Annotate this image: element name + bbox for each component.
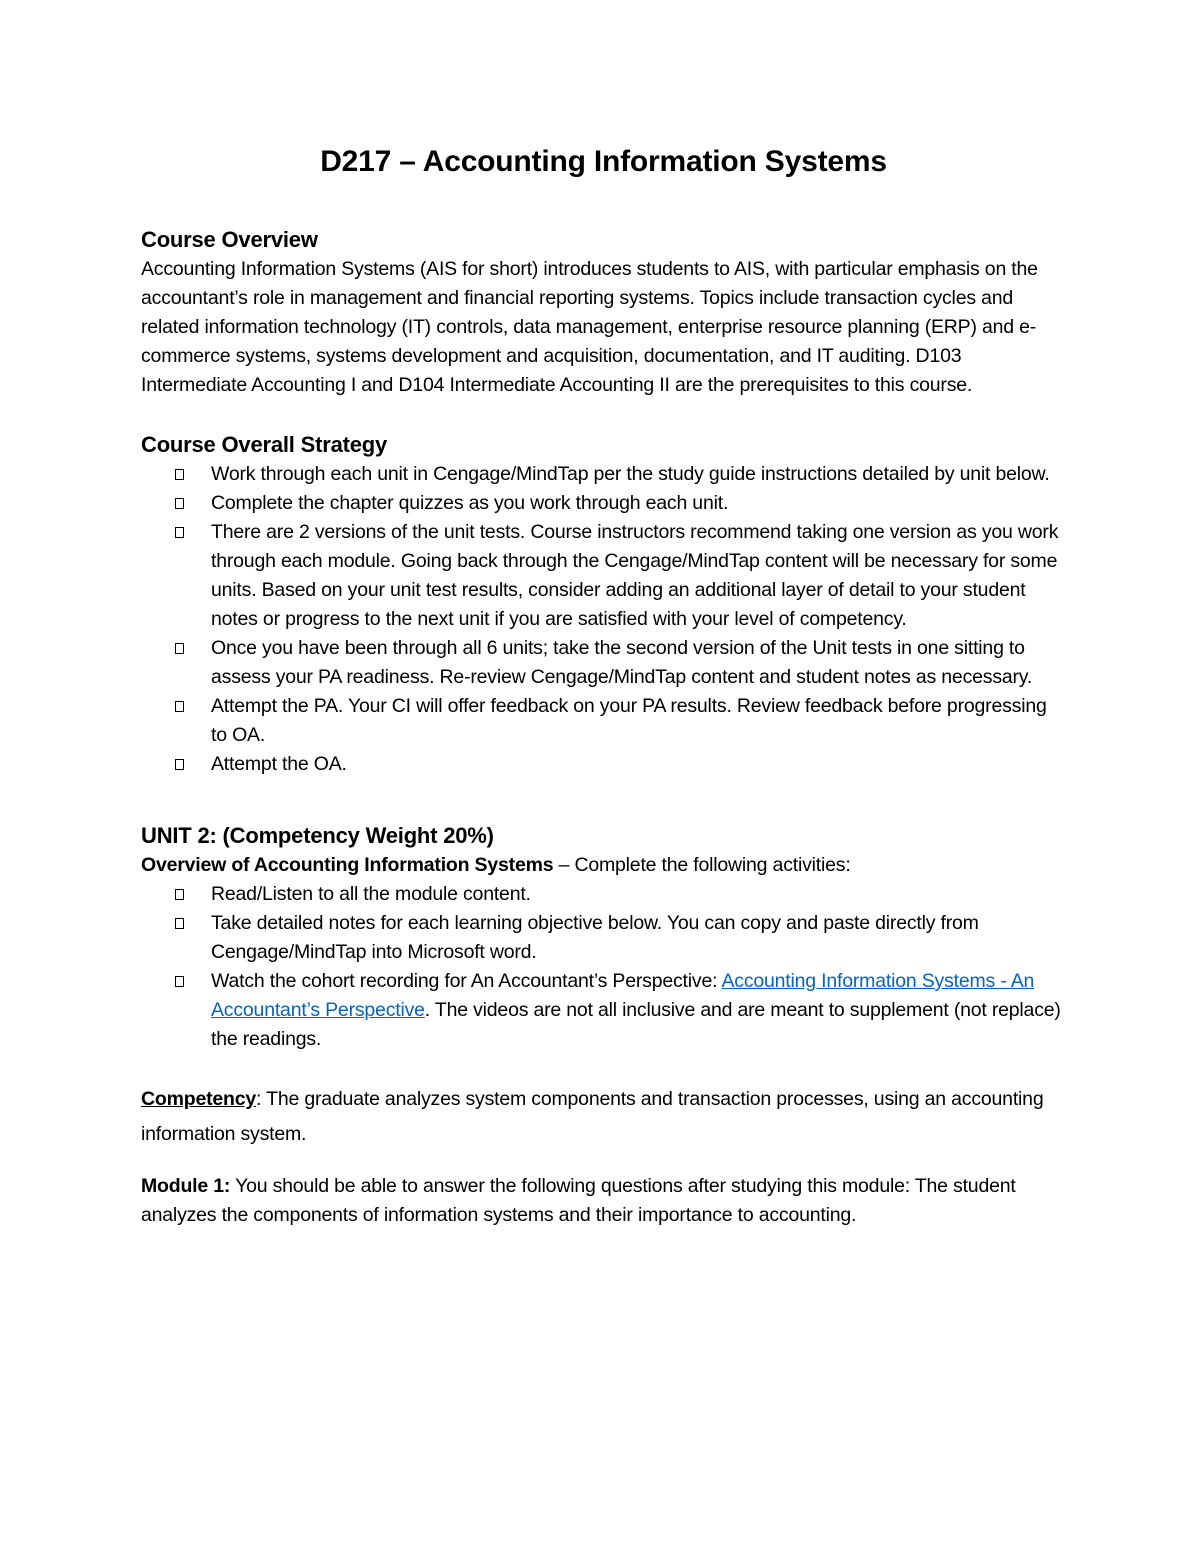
list-item [141, 460, 1066, 489]
strategy-list [141, 460, 1066, 779]
list-item [141, 967, 1066, 1054]
bullet-box-icon [175, 918, 184, 929]
bullet-box-icon [175, 498, 184, 509]
strategy-heading: Course Overall Strategy [141, 432, 388, 457]
bullet-box-icon [175, 701, 184, 712]
bullet-box-icon [175, 759, 184, 770]
list-item-text: There are 2 versions of the unit tests. Course instructors recommend taking one version as you work through each module. Going back through the Cengage/MindTap content will be necessary for some units. Based on your unit test results, consider adding an additional layer of detail to your student notes or progress to the next unit if you are satisfied with your level of competency. [211, 521, 1059, 630]
list-item [141, 880, 1066, 909]
list-item-text: Once you have been through all 6 units; take the second version of the Unit tests in one sitting to assess your PA readiness. Re-review Cengage/MindTap content and student notes as necessary. [211, 637, 1033, 688]
list-item-text: Take detailed notes for each learning objective below. You can copy and paste directly from Cengage/MindTap into Microsoft word. [211, 912, 979, 963]
list-item-text: Work through each unit in Cengage/MindTap per the study guide instructions detailed by unit below. [211, 463, 1050, 485]
list-item-text: Attempt the OA. [211, 753, 347, 775]
list-item [141, 518, 1066, 634]
accountant-perspective-link[interactable]: Accounting Information Systems - An Accountant’s Perspective [211, 970, 1035, 1021]
module-1-text: You should be able to answer the following questions after studying this module: The student analyzes the components of information systems and their importance to accounting. [141, 1174, 1016, 1226]
bullet-box-icon [175, 469, 184, 480]
list-item-text-suffix: . The videos are not all inclusive and are meant to supplement (not replace) the readings. [211, 999, 1061, 1050]
course-overview-heading: Course Overview [141, 227, 318, 252]
list-item [141, 750, 1066, 779]
module-1-statement [141, 1172, 1066, 1230]
list-item [141, 692, 1066, 750]
list-item [141, 909, 1066, 967]
bullet-box-icon [175, 976, 184, 987]
bullet-box-icon [175, 889, 184, 900]
unit2-heading: UNIT 2: (Competency Weight 20%) [141, 823, 494, 848]
list-item-text: Complete the chapter quizzes as you work through each unit. [211, 492, 729, 514]
document-title: D217 – Accounting Information Systems [320, 145, 887, 178]
list-item-text: Watch the cohort recording for An Accountant’s Perspective: [211, 970, 722, 992]
unit2-subheading-title: Overview of Accounting Information Systems [141, 854, 554, 876]
competency-text: : The graduate analyzes system components and transaction processes, using an accounting information system. [141, 1088, 1044, 1145]
competency-label: Competency [141, 1088, 257, 1110]
list-item-text: Attempt the PA. Your CI will offer feedback on your PA results. Review feedback before progressing to OA. [211, 695, 1047, 746]
module-1-label: Module 1: [141, 1174, 231, 1197]
course-overview-body: Accounting Information Systems (AIS for short) introduces students to AIS, with particular emphasis on the accountant’s role in management and financial reporting systems. Topics include transaction cycles and related information technology (IT) controls, data management, enterprise resource planning (ERP) and e-commerce systems, systems development and acquisition, documentation, and IT auditing. D103 Intermediate Accounting I and D104 Intermediate Accounting II are the prerequisites to this course. [141, 258, 1038, 396]
document-content [141, 140, 1066, 1249]
unit2-subheading [141, 851, 1066, 880]
bullet-box-icon [175, 643, 184, 654]
list-item [141, 489, 1066, 518]
competency-statement [141, 1082, 1066, 1152]
list-item [141, 634, 1066, 692]
unit2-activity-list [141, 880, 1066, 1054]
bullet-box-icon [175, 527, 184, 538]
list-item-text: Read/Listen to all the module content. [211, 883, 531, 905]
unit2-subheading-instruction: – Complete the following activities: [553, 854, 851, 876]
